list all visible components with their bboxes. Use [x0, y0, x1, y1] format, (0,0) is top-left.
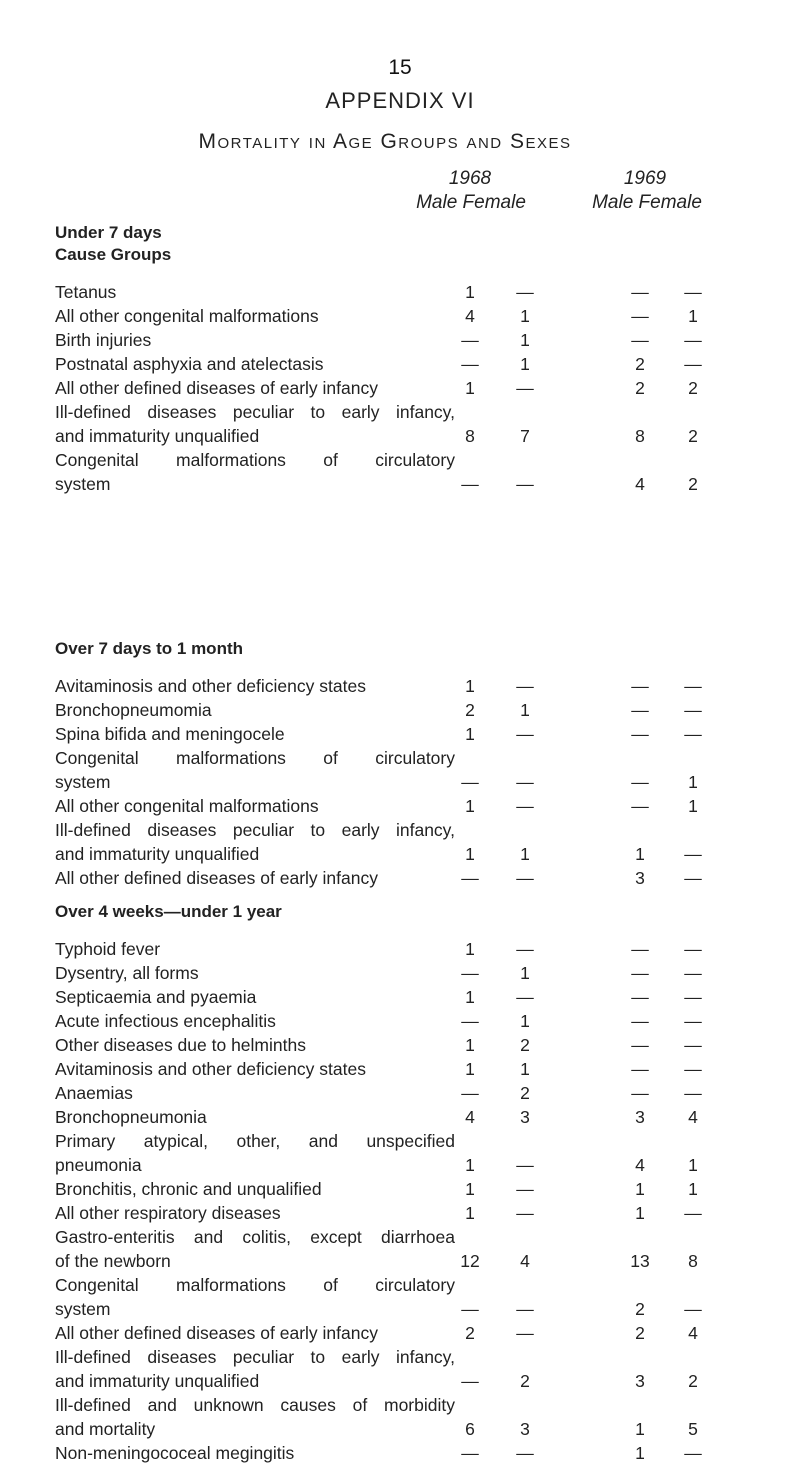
table-row — [55, 866, 775, 890]
male-1968-value: — — [461, 474, 479, 494]
female-1968-value: 1 — [520, 700, 530, 720]
female-1969-value: 2 — [688, 474, 698, 494]
group-over-4-weeks-under-1-year — [55, 901, 775, 1465]
cause-label: Ill-defined diseases peculiar to early infancy, — [55, 402, 455, 422]
table-row — [55, 280, 775, 304]
female-1968-value: — — [516, 1203, 534, 1223]
group-title: Over 4 weeks—under 1 year — [55, 902, 282, 921]
female-1969-value: 4 — [688, 1323, 698, 1343]
male-1968-value: — — [461, 1083, 479, 1103]
male-1968-value: — — [461, 1299, 479, 1319]
male-1968-value: 2 — [465, 1323, 475, 1343]
male-1969-value: 1 — [635, 1203, 645, 1223]
table-row — [55, 328, 775, 352]
row-values — [55, 1105, 775, 1129]
female-1969-value: 5 — [688, 1419, 698, 1439]
cause-label: Bronchitis, chronic and unqualified — [55, 1179, 322, 1199]
female-1968-value: — — [516, 868, 534, 888]
cause-label: Postnatal asphyxia and atelectasis — [55, 354, 324, 374]
row-values — [55, 1297, 775, 1321]
female-1968-value: 3 — [520, 1107, 530, 1127]
table-row — [55, 1057, 775, 1081]
male-1968-value: — — [461, 868, 479, 888]
cause-label: Ill-defined diseases peculiar to early infancy, — [55, 820, 455, 840]
female-1968-value: — — [516, 987, 534, 1007]
male-1969-value: — — [631, 1011, 649, 1031]
male-1969-value: 1 — [635, 1443, 645, 1463]
cause-label: Bronchopneumomia — [55, 700, 212, 720]
female-1968-value: 1 — [520, 1059, 530, 1079]
table-row — [55, 1105, 775, 1129]
table-row — [55, 698, 775, 722]
table-row — [55, 376, 775, 400]
female-1969-value: — — [684, 282, 702, 302]
male-1968-value: 1 — [465, 1179, 475, 1199]
female-1968-value: 7 — [520, 426, 530, 446]
table-row — [55, 1225, 775, 1273]
row-values — [55, 472, 775, 496]
male-1969-value: 2 — [635, 354, 645, 374]
female-1969-value: 2 — [688, 1371, 698, 1391]
cause-label: Septicaemia and pyaemia — [55, 987, 257, 1007]
table-row — [55, 937, 775, 961]
female-1969-value: — — [684, 1299, 702, 1319]
row-values — [55, 1057, 775, 1081]
female-1969-value: — — [684, 1083, 702, 1103]
male-1969-value: — — [631, 282, 649, 302]
female-1968-value: — — [516, 1155, 534, 1175]
row-values — [55, 937, 775, 961]
cause-label-continued: system — [55, 474, 111, 494]
male-1968-value: 1 — [465, 724, 475, 744]
cause-label: Congenital malformations of circulatory — [55, 450, 455, 470]
female-1968-value: 2 — [520, 1083, 530, 1103]
male-1969-value: 4 — [635, 474, 645, 494]
female-1969-value: — — [684, 330, 702, 350]
cause-label: Dysentry, all forms — [55, 963, 199, 983]
cause-label-continued: and immaturity unqualified — [55, 426, 260, 446]
row-values — [55, 1321, 775, 1345]
male-1969-value: — — [631, 1059, 649, 1079]
female-1969-value: — — [684, 676, 702, 696]
male-1968-value: 1 — [465, 796, 475, 816]
table-row — [55, 1345, 775, 1393]
row-values — [55, 352, 775, 376]
row-values — [55, 376, 775, 400]
sex-header-1968: Male Female — [416, 192, 526, 213]
row-values — [55, 1081, 775, 1105]
cause-label: Acute infectious encephalitis — [55, 1011, 276, 1031]
cause-label: Typhoid fever — [55, 939, 161, 959]
row-values — [55, 866, 775, 890]
male-1968-value: — — [461, 963, 479, 983]
male-1969-value: 8 — [635, 426, 645, 446]
table-row — [55, 304, 775, 328]
female-1968-value: — — [516, 1443, 534, 1463]
cause-label-continued: and immaturity unqualified — [55, 844, 260, 864]
cause-label: Gastro-enteritis and colitis, except diarrhoea — [55, 1227, 455, 1247]
group-over-7-days-to-1-month — [55, 638, 775, 890]
male-1968-value: 8 — [465, 426, 475, 446]
male-1968-value: 6 — [465, 1419, 475, 1439]
female-1968-value: — — [516, 282, 534, 302]
female-1968-value: 1 — [520, 306, 530, 326]
cause-label: Congenital malformations of circulatory — [55, 1275, 455, 1295]
cause-label: Spina bifida and meningocele — [55, 724, 285, 744]
table-row — [55, 985, 775, 1009]
row-values — [55, 1441, 775, 1465]
female-1968-value: 1 — [520, 1011, 530, 1031]
cause-label-continued: of the newborn — [55, 1251, 171, 1271]
female-1969-value: 1 — [688, 796, 698, 816]
male-1969-value: — — [631, 676, 649, 696]
male-1968-value: 1 — [465, 378, 475, 398]
male-1968-value: 1 — [465, 939, 475, 959]
cause-label: Avitaminosis and other deficiency states — [55, 676, 366, 696]
male-1968-value: 4 — [465, 306, 475, 326]
year-1968-header: 1968 — [448, 168, 492, 189]
group-title: Under 7 days — [55, 223, 162, 242]
cause-label: Birth injuries — [55, 330, 152, 350]
table-row — [55, 818, 775, 866]
table-row — [55, 448, 775, 496]
female-1968-value: — — [516, 676, 534, 696]
male-1969-value: 1 — [635, 1179, 645, 1199]
group-title: Over 7 days to 1 month — [55, 639, 243, 658]
male-1969-value: 1 — [635, 844, 645, 864]
female-1968-value: — — [516, 772, 534, 792]
male-1968-value: — — [461, 354, 479, 374]
cause-label: Ill-defined diseases peculiar to early infancy, — [55, 1347, 455, 1367]
female-1968-value: — — [516, 724, 534, 744]
female-1969-value: 4 — [688, 1107, 698, 1127]
female-1969-value: — — [684, 939, 702, 959]
cause-label: Primary atypical, other, and unspecified — [55, 1131, 455, 1151]
cause-label: All other defined diseases of early infancy — [55, 868, 378, 888]
male-1968-value: 1 — [465, 987, 475, 1007]
male-1969-value: 3 — [635, 1371, 645, 1391]
female-1968-value: — — [516, 1323, 534, 1343]
row-values — [55, 424, 775, 448]
cause-label-continued: system — [55, 772, 111, 792]
female-1969-value: 1 — [688, 1155, 698, 1175]
table-row — [55, 1201, 775, 1225]
male-1968-value: 1 — [465, 676, 475, 696]
cause-label: Anaemias — [55, 1083, 133, 1103]
male-1969-value: — — [631, 1035, 649, 1055]
row-values — [55, 280, 775, 304]
female-1969-value: — — [684, 868, 702, 888]
male-1969-value: — — [631, 724, 649, 744]
cause-label-continued: system — [55, 1299, 111, 1319]
male-1968-value: 4 — [465, 1107, 475, 1127]
row-values — [55, 1033, 775, 1057]
table-row — [55, 1129, 775, 1177]
female-1968-value: — — [516, 1179, 534, 1199]
male-1968-value: 1 — [465, 282, 475, 302]
male-1969-value: 13 — [630, 1251, 650, 1271]
male-1968-value: — — [461, 330, 479, 350]
row-values — [55, 842, 775, 866]
table-row — [55, 1009, 775, 1033]
female-1968-value: 2 — [520, 1035, 530, 1055]
male-1969-value: — — [631, 796, 649, 816]
row-values — [55, 674, 775, 698]
table-row — [55, 1321, 775, 1345]
cause-label: Bronchopneumonia — [55, 1107, 207, 1127]
female-1969-value: 2 — [688, 426, 698, 446]
male-1968-value: 1 — [465, 844, 475, 864]
male-1968-value: — — [461, 772, 479, 792]
cause-label: Tetanus — [55, 282, 117, 302]
male-1969-value: — — [631, 1083, 649, 1103]
male-1969-value: — — [631, 700, 649, 720]
male-1969-value: — — [631, 987, 649, 1007]
female-1969-value: 2 — [688, 378, 698, 398]
table-row — [55, 1273, 775, 1321]
row-values — [55, 794, 775, 818]
male-1969-value: — — [631, 330, 649, 350]
female-1968-value: 2 — [520, 1371, 530, 1391]
cause-label-continued: and immaturity unqualified — [55, 1371, 260, 1391]
sex-header-1969: Male Female — [592, 192, 702, 213]
male-1969-value: 2 — [635, 378, 645, 398]
female-1969-value: — — [684, 963, 702, 983]
male-1969-value: 3 — [635, 1107, 645, 1127]
row-values — [55, 1249, 775, 1273]
group-under-7-days — [55, 222, 775, 496]
cause-label-continued: pneumonia — [55, 1155, 142, 1175]
female-1968-value: 4 — [520, 1251, 530, 1271]
male-1969-value: — — [631, 306, 649, 326]
row-values — [55, 328, 775, 352]
female-1969-value: — — [684, 724, 702, 744]
female-1969-value: — — [684, 1035, 702, 1055]
female-1969-value: 1 — [688, 772, 698, 792]
male-1968-value: — — [461, 1371, 479, 1391]
row-values — [55, 1177, 775, 1201]
cause-label-continued: and mortality — [55, 1419, 156, 1439]
female-1969-value: 1 — [688, 306, 698, 326]
male-1969-value: 3 — [635, 868, 645, 888]
male-1969-value: 1 — [635, 1419, 645, 1439]
cause-label: All other congenital malformations — [55, 306, 319, 326]
row-values — [55, 1009, 775, 1033]
female-1969-value: — — [684, 844, 702, 864]
male-1969-value: 2 — [635, 1299, 645, 1319]
male-1969-value: 4 — [635, 1155, 645, 1175]
row-values — [55, 1369, 775, 1393]
table-row — [55, 1393, 775, 1441]
table-row — [55, 352, 775, 376]
row-values — [55, 304, 775, 328]
female-1968-value: — — [516, 474, 534, 494]
male-1968-value: 1 — [465, 1035, 475, 1055]
row-values — [55, 985, 775, 1009]
cause-groups-label: Cause Groups — [55, 245, 172, 264]
female-1968-value: — — [516, 378, 534, 398]
table-row — [55, 794, 775, 818]
cause-label: Congenital malformations of circulatory — [55, 748, 455, 768]
female-1969-value: — — [684, 700, 702, 720]
female-1968-value: 1 — [520, 354, 530, 374]
row-values — [55, 1417, 775, 1441]
table-row — [55, 674, 775, 698]
male-1968-value: — — [461, 1011, 479, 1031]
table-row — [55, 961, 775, 985]
male-1968-value: 1 — [465, 1203, 475, 1223]
female-1968-value: — — [516, 796, 534, 816]
female-1969-value: — — [684, 354, 702, 374]
male-1968-value: 12 — [460, 1251, 480, 1271]
male-1968-value: 2 — [465, 700, 475, 720]
female-1969-value: 8 — [688, 1251, 698, 1271]
female-1968-value: — — [516, 939, 534, 959]
cause-label: All other congenital malformations — [55, 796, 319, 816]
page-number: 15 — [388, 56, 412, 79]
female-1969-value: — — [684, 1011, 702, 1031]
row-values — [55, 1153, 775, 1177]
row-values — [55, 698, 775, 722]
female-1969-value: — — [684, 1443, 702, 1463]
appendix-heading: APPENDIX VI — [325, 88, 475, 113]
female-1968-value: — — [516, 1299, 534, 1319]
row-values — [55, 1201, 775, 1225]
female-1969-value: 1 — [688, 1179, 698, 1199]
table-title: Mortality in Age Groups and Sexes — [198, 130, 572, 153]
female-1968-value: 1 — [520, 844, 530, 864]
cause-label: Non-meningococeal megingitis — [55, 1443, 295, 1463]
table-row — [55, 1081, 775, 1105]
female-1968-value: 1 — [520, 963, 530, 983]
female-1969-value: — — [684, 1203, 702, 1223]
cause-label: Ill-defined and unknown causes of morbidity — [55, 1395, 455, 1415]
table-row — [55, 1033, 775, 1057]
male-1968-value: — — [461, 1443, 479, 1463]
year-1969-header: 1969 — [623, 168, 667, 189]
female-1968-value: 1 — [520, 330, 530, 350]
male-1969-value: — — [631, 939, 649, 959]
female-1969-value: — — [684, 1059, 702, 1079]
table-row — [55, 746, 775, 794]
male-1969-value: — — [631, 772, 649, 792]
row-values — [55, 961, 775, 985]
male-1968-value: 1 — [465, 1155, 475, 1175]
female-1968-value: 3 — [520, 1419, 530, 1439]
row-values — [55, 722, 775, 746]
table-row — [55, 1177, 775, 1201]
cause-label: All other defined diseases of early infancy — [55, 1323, 378, 1343]
table-row — [55, 722, 775, 746]
male-1968-value: 1 — [465, 1059, 475, 1079]
cause-label: Avitaminosis and other deficiency states — [55, 1059, 366, 1079]
female-1969-value: — — [684, 987, 702, 1007]
cause-label: Other diseases due to helminths — [55, 1035, 306, 1055]
cause-label: All other respiratory diseases — [55, 1203, 281, 1223]
male-1969-value: 2 — [635, 1323, 645, 1343]
row-values — [55, 770, 775, 794]
table-row — [55, 400, 775, 448]
male-1969-value: — — [631, 963, 649, 983]
cause-label: All other defined diseases of early infancy — [55, 378, 378, 398]
table-row — [55, 1441, 775, 1465]
